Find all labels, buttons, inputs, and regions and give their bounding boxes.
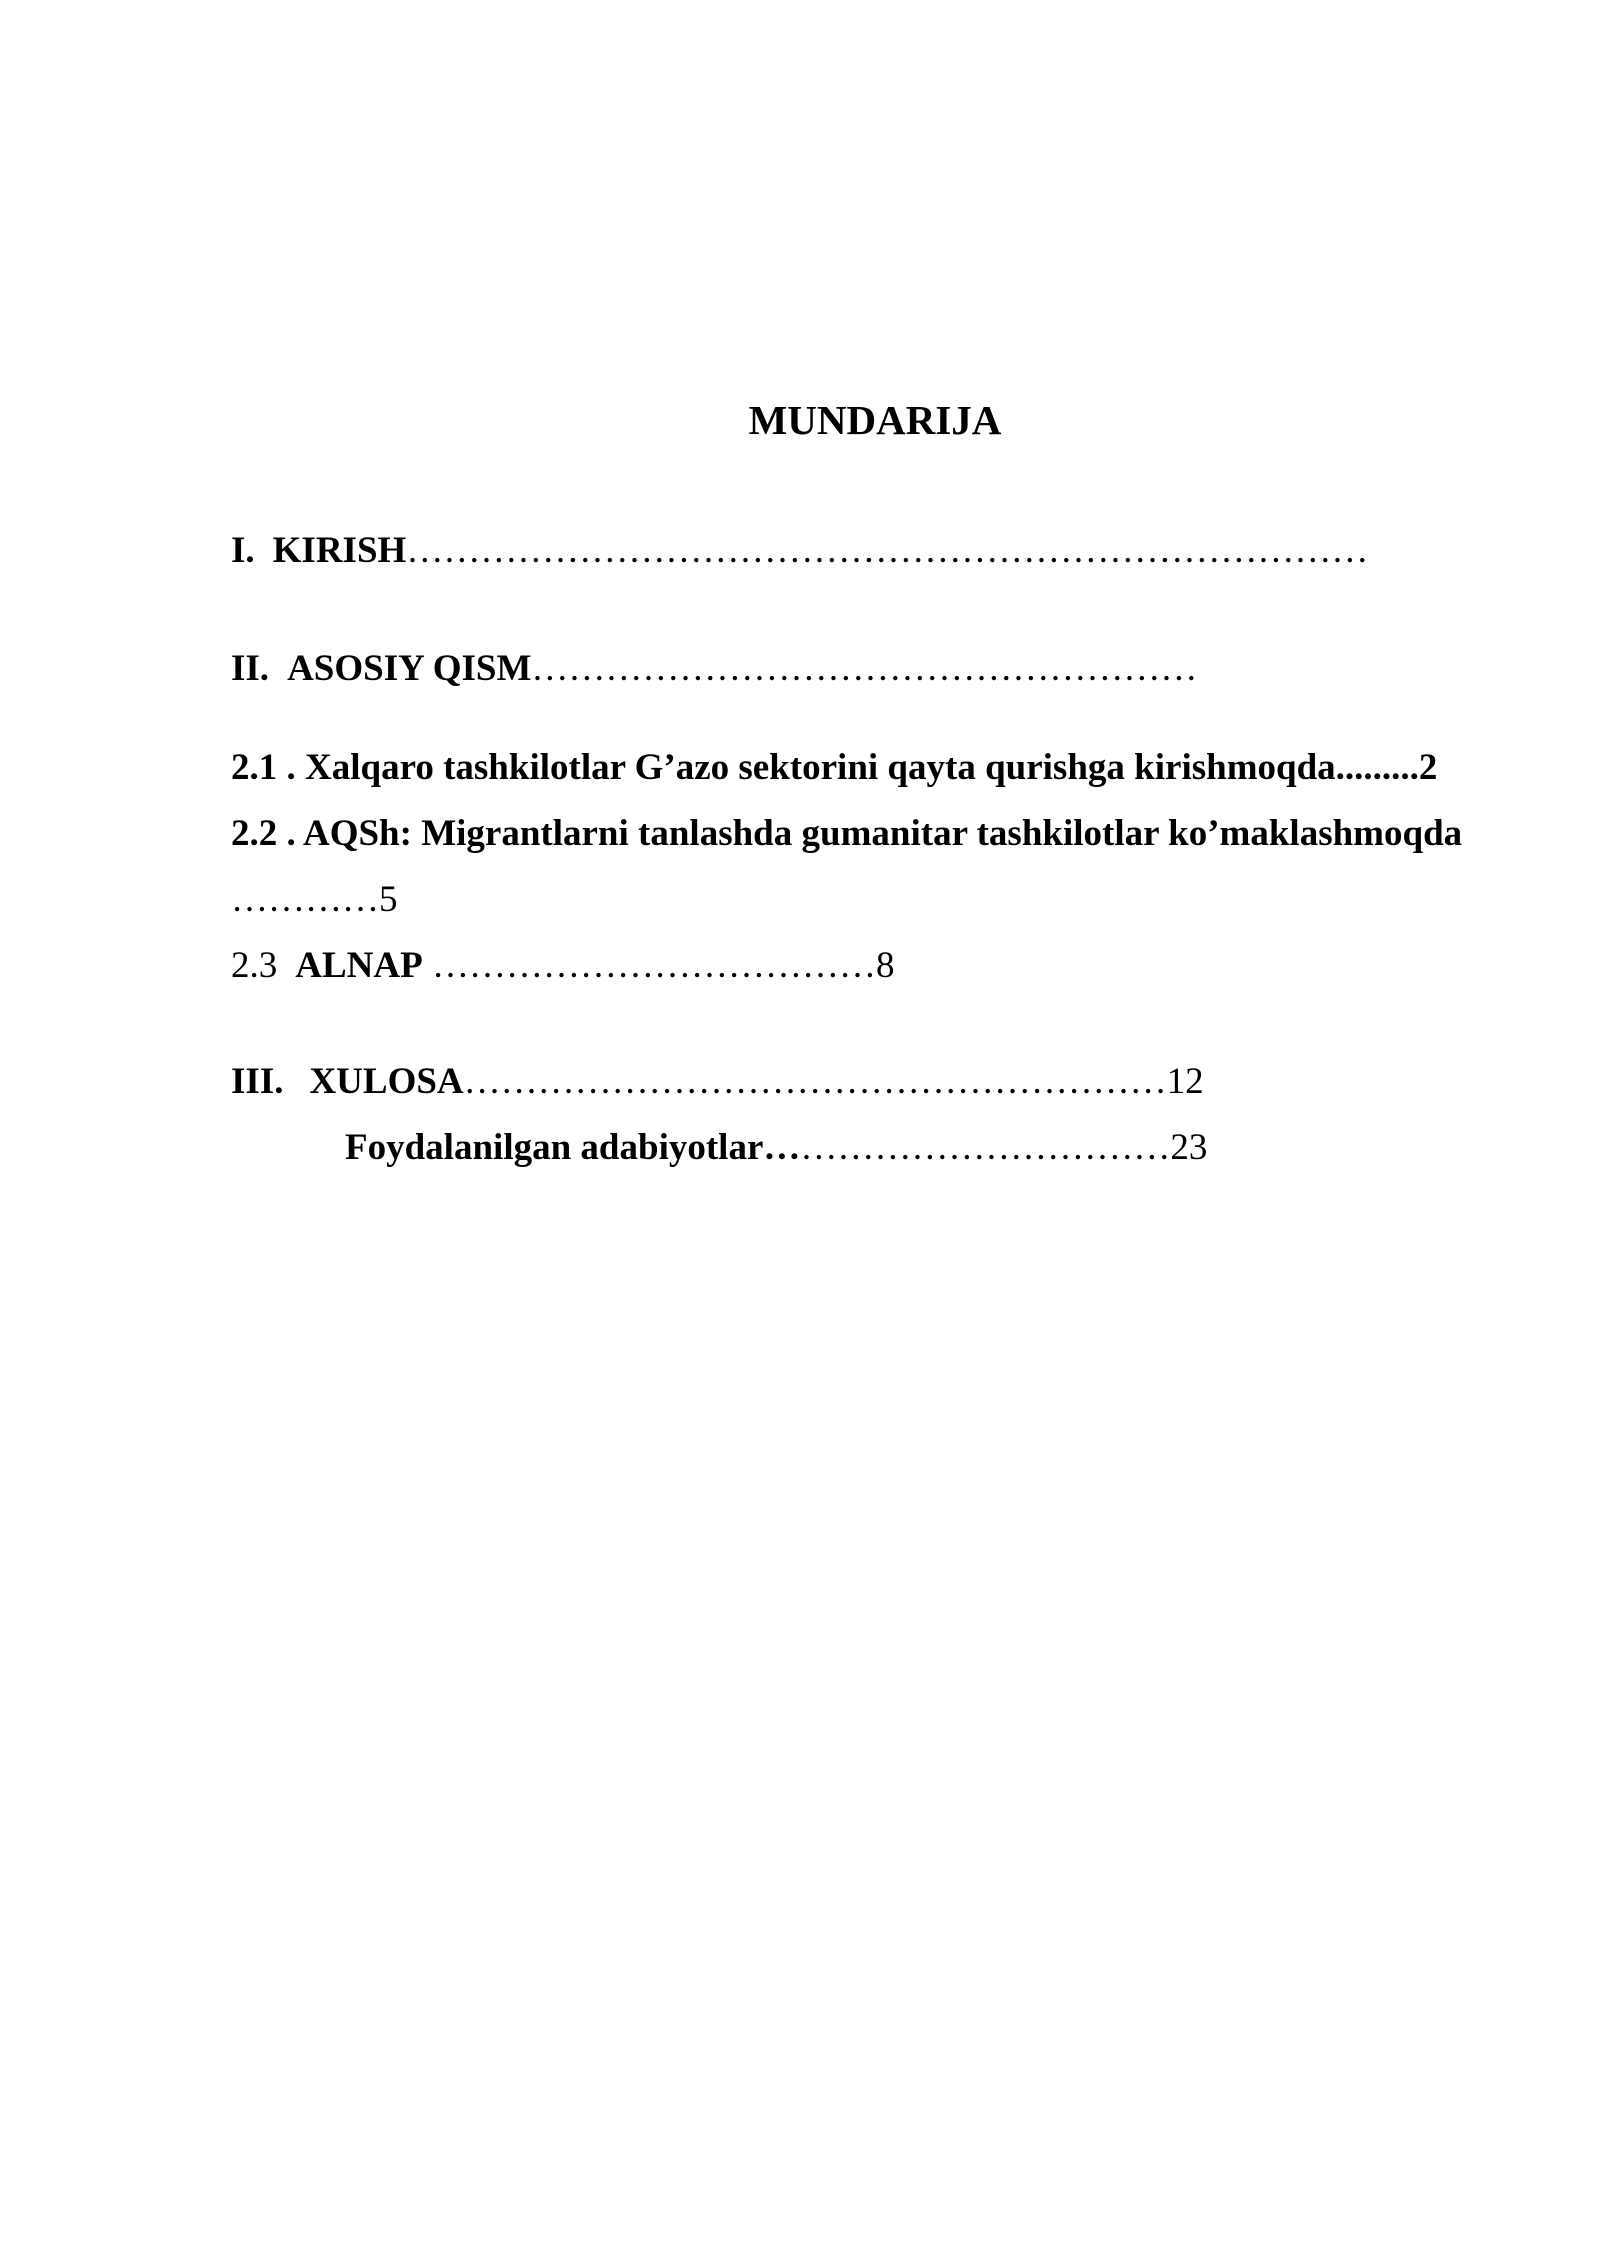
toc-entry-leader: …………………………………………………………………… xyxy=(406,530,1369,571)
toc-entry-leader: ......... xyxy=(1335,747,1419,788)
toc-entry-number: II. xyxy=(231,648,270,689)
toc-entry-2-1 xyxy=(231,749,1437,786)
toc-entry-leader-bold: … xyxy=(763,1127,801,1168)
toc-entry-label: KIRISH xyxy=(272,530,407,571)
toc-entry-label: AQSh: Migrantlarni tanlashda gumanitar tashkilotlar ko’maklashmoqda xyxy=(302,813,1463,854)
toc-entry-leader: ………………………………………………… xyxy=(463,1061,1167,1102)
toc-entry-leader: ………… xyxy=(231,879,379,920)
toc-entry-2-3 xyxy=(231,947,894,984)
toc-entry-kirish xyxy=(231,532,1368,569)
toc-entry-adabiyotlar xyxy=(345,1129,1207,1166)
toc-entry-2-2 xyxy=(231,815,1462,852)
toc-entry-label: XULOSA xyxy=(309,1061,464,1102)
toc-entry-xulosa xyxy=(231,1063,1204,1100)
toc-entry-number: 2.2 . xyxy=(231,813,296,854)
toc-entry-page: 23 xyxy=(1170,1127,1208,1168)
toc-entry-label: ASOSIY QISM xyxy=(287,648,532,689)
toc-entry-leader: ………………………… xyxy=(800,1127,1171,1168)
toc-entry-page: 2 xyxy=(1418,747,1438,788)
toc-entry-asosiy-qism xyxy=(231,650,1197,687)
page-title: MUNDARIJA xyxy=(748,397,1002,443)
toc-entry-label: ALNAP xyxy=(295,945,423,986)
toc-entry-leader: ……………………………… xyxy=(431,945,876,986)
toc-entry-2-2-continuation xyxy=(231,881,398,918)
toc-entry-number: I. xyxy=(231,530,255,571)
toc-entry-page: 5 xyxy=(379,879,398,920)
toc-entry-leader: ……………………………………………… xyxy=(531,648,1198,689)
toc-entry-number: 2.1 . xyxy=(231,747,296,788)
toc-entry-label: Xalqaro tashkilotlar G’azo sektorini qayta qurishga kirishmoqda xyxy=(305,747,1336,788)
toc-entry-page: 8 xyxy=(875,945,895,986)
toc-entry-number: III. xyxy=(231,1061,284,1102)
toc-entry-number: 2.3 xyxy=(231,945,278,986)
toc-entry-page: 12 xyxy=(1166,1061,1204,1102)
toc-entry-label: Foydalanilgan adabiyotlar xyxy=(345,1127,764,1168)
